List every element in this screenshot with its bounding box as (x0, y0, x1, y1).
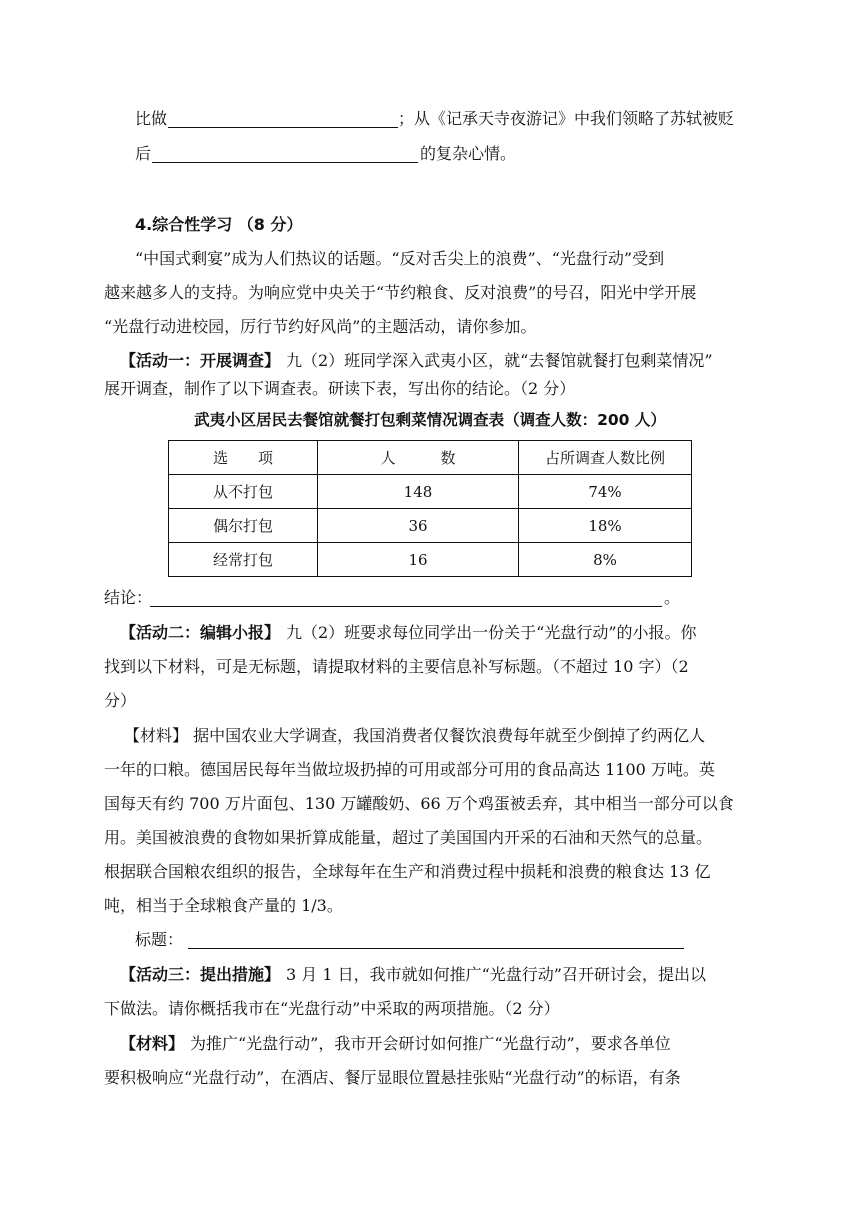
text: 后 (135, 144, 152, 163)
fill-line-2 (0, 139, 860, 169)
text: 3 月 1 日，我市就如何推广“光盘行动”召开研讨会，提出以 (286, 965, 706, 984)
text: 【材料】 据中国农业大学调查，我国消费者仅餐饮浪费每年就至少倒掉了约两亿人 (124, 726, 706, 745)
table-cell: 经常打包 (169, 543, 318, 577)
header-cell: 占所调查人数比例 (519, 441, 692, 475)
activity-2-line (0, 618, 860, 648)
text: 展开调查，制作了以下调查表。研读下表，写出你的结论。（2 分） (104, 379, 576, 398)
conclusion-line (0, 583, 860, 613)
material-line (0, 721, 860, 751)
table-cell: 从不打包 (169, 475, 318, 509)
text: 分） (104, 691, 137, 710)
text: 下做法。请你概括我市在“光盘行动”中采取的两项措施。（2 分） (104, 999, 560, 1018)
activity-2-label: 【活动二：编辑小报】 (120, 623, 281, 642)
table-cell: 148 (318, 475, 519, 509)
material-line (0, 1029, 860, 1059)
header-cell: 人 数 (318, 441, 519, 475)
text: 九（2）班同学深入武夷小区，就“去餐馆就餐打包剩菜情况” (286, 351, 713, 370)
material-line (0, 1063, 860, 1093)
activity-3-label: 【活动三：提出措施】 (120, 965, 281, 984)
text: 找到以下材料，可是无标题，请提取材料的主要信息补写标题。（不超过 10 字）（2 (104, 657, 689, 676)
title-line (0, 925, 860, 955)
survey-table (168, 440, 692, 577)
heading-text: 4.综合性学习 （8 分） (135, 215, 303, 234)
table-cell: 36 (318, 509, 519, 543)
table-cell: 74% (519, 475, 692, 509)
paragraph-line (0, 244, 860, 274)
conclusion-label: 结论： (104, 588, 153, 607)
conclusion-blank[interactable] (150, 606, 662, 607)
table-cell: 16 (318, 543, 519, 577)
material-line (0, 789, 860, 819)
material-line (0, 857, 860, 887)
answer-blank[interactable] (168, 127, 398, 128)
text: ；从《记承天寺夜游记》中我们领略了苏轼被贬 (398, 109, 735, 128)
table-header-row (169, 441, 692, 475)
answer-blank[interactable] (152, 162, 418, 163)
paragraph-line (0, 994, 860, 1024)
activity-3-line (0, 960, 860, 990)
header-cell: 选 项 (169, 441, 318, 475)
text: 国每天有约 700 万片面包、130 万罐酸奶、66 万个鸡蛋被丢弃，其中相当一部分可以食 (104, 794, 734, 813)
text: 根据联合国粮农组织的报告，全球每年在生产和消费过程中损耗和浪费的粮食达 13 亿 (104, 862, 711, 881)
table-row (169, 475, 692, 509)
activity-1-line (0, 346, 860, 376)
text: 为推广“光盘行动”，我市开会研讨如何推广“光盘行动”，要求各单位 (190, 1034, 671, 1053)
paragraph-line (0, 686, 860, 716)
material-line (0, 891, 860, 921)
paragraph-line (0, 278, 860, 308)
text: 九（2）班要求每位同学出一份关于“光盘行动”的小报。你 (286, 623, 697, 642)
text: 要积极响应“光盘行动”，在酒店、餐厅显眼位置悬挂张贴“光盘行动”的标语，有条 (104, 1068, 681, 1087)
text: 用。美国被浪费的食物如果折算成能量，超过了美国国内开采的石油和天然气的总量。 (104, 828, 713, 847)
table-row (169, 509, 692, 543)
text: 。 (664, 588, 681, 607)
text: 吨，相当于全球粮食产量的 1/3。 (104, 896, 343, 915)
table-caption: 武夷小区居民去餐馆就餐打包剩菜情况调查表（调查人数：200 人） (194, 411, 666, 429)
table-row (169, 543, 692, 577)
text: “中国式剩宴”成为人们热议的话题。“反对舌尖上的浪费”、“光盘行动”受到 (135, 249, 665, 268)
title-blank[interactable] (188, 948, 684, 949)
text: “光盘行动进校园，厉行节约好风尚”的主题活动，请你参加。 (104, 317, 537, 336)
table-cell: 18% (519, 509, 692, 543)
paragraph-line (0, 374, 860, 404)
table-cell: 偶尔打包 (169, 509, 318, 543)
text: 比做 (135, 109, 168, 128)
paragraph-line (0, 312, 860, 342)
title-label: 标题： (135, 930, 184, 949)
section-heading (0, 210, 860, 240)
material-line (0, 755, 860, 785)
text: 一年的口粮。德国居民每年当做垃圾扔掉的可用或部分可用的食品高达 1100 万吨。英 (104, 760, 715, 779)
text: 的复杂心情。 (420, 144, 517, 163)
paragraph-line (0, 652, 860, 682)
table-cell: 8% (519, 543, 692, 577)
fill-line-1 (0, 104, 860, 134)
text: 越来越多人的支持。为响应党中央关于“节约粮食、反对浪费”的号召，阳光中学开展 (104, 283, 697, 302)
activity-1-label: 【活动一：开展调查】 (120, 351, 281, 370)
material-label: 【材料】 (120, 1034, 185, 1053)
material-line (0, 823, 860, 853)
